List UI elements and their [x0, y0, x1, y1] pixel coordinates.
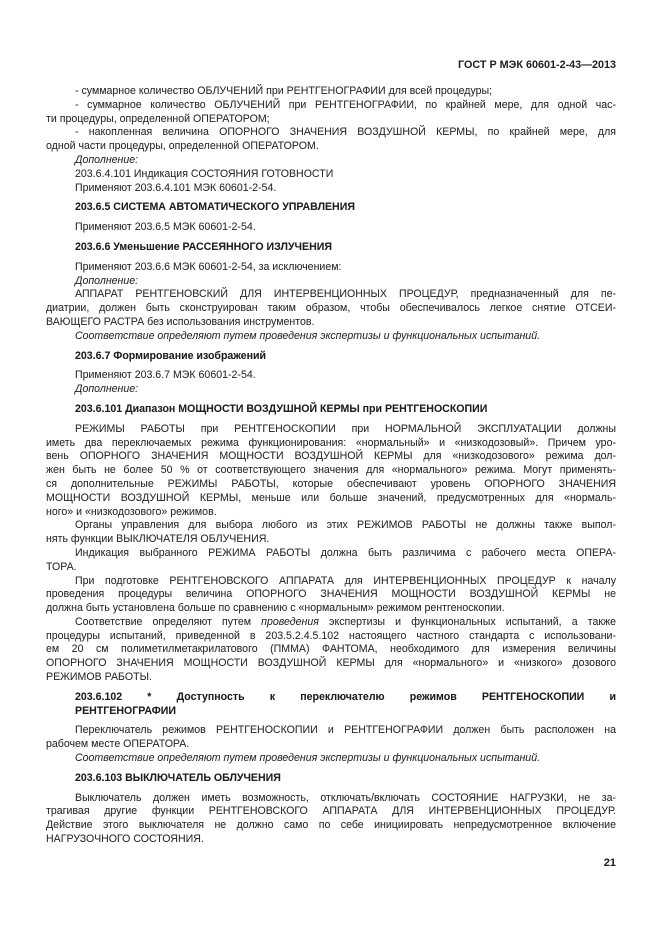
body-text-line: ТОРА.: [46, 560, 77, 573]
body-text-line: Применяют 203.6.4.101 МЭК 60601-2-54.: [75, 181, 277, 194]
body-text-line: РЕЖИМЫ РАБОТЫ при РЕНТГЕНОСКОПИИ при НОРМАЛЬНОЙ ЭКСПЛУАТАЦИИ должны: [75, 422, 616, 435]
clause-heading-line: 203.6.7 Формирование изображений: [75, 349, 267, 362]
body-text-line: ти процедуры, определенной ОПЕРАТОРОМ;: [46, 112, 270, 125]
body-text-line: Применяют 203.6.5 МЭК 60601-2-54.: [75, 221, 256, 234]
body-text-line: вень ОПОРНОГО ЗНАЧЕНИЯ МОЩНОСТИ ВОЗДУШНОЙ КЕРМЫ для «низкодозового» режима дол-: [46, 450, 616, 463]
body-text-line: иметь два переключаемых режима функционирования: «нормальный» и «низкодозовый». Причем уро-: [46, 436, 616, 449]
body-text-line: процедуры испытаний, приведенной в 203.5.2.4.5.102 настоящего частного стандарта с использовани-: [46, 629, 616, 642]
body-text-line: должна быть установлена больше по сравнению с «нормальным» режимом рентгеноскопии.: [46, 602, 505, 615]
body-text-line: При подготовке РЕНТГЕНОВСКОГО АППАРАТА для ИНТЕРВЕНЦИОННЫХ ПРОЦЕДУР к началу: [75, 574, 616, 587]
body-text-line: Выключатель должен иметь возможность, отключать/включать СОСТОЯНИЕ НАГРУЗКИ, не за-: [75, 791, 616, 804]
page-number: 21: [603, 856, 616, 869]
body-text-line: АППАРАТ РЕНТГЕНОВСКИЙ ДЛЯ ИНТЕРВЕНЦИОННЫХ ПРОЦЕДУР, предназначенный для пе-: [75, 288, 616, 301]
italic-note-line: Дополнение:: [75, 274, 139, 287]
body-text-line: диатрии, должен быть сконструирован таким образом, чтобы обеспечивалось легкое снятие ОТСЕИ-: [46, 302, 616, 315]
body-text-line: Применяют 203.6.7 МЭК 60601-2-54.: [75, 369, 256, 382]
text-span: Соответствие определяют путем: [75, 615, 262, 628]
clause-heading-line: 203.6.102 * Доступность к переключателю режимов РЕНТГЕНОСКОПИИ и: [75, 690, 616, 703]
clause-heading-line: 203.6.6 Уменьшение РАССЕЯННОГО ИЗЛУЧЕНИЯ: [75, 240, 332, 253]
body-text-line: НАГРУЗОЧНОГО СОСТОЯНИЯ.: [46, 833, 204, 846]
text-block: [46, 85, 616, 871]
body-text-line: Применяют 203.6.6 МЭК 60601-2-54, за исключением:: [75, 260, 342, 273]
body-text-line: - суммарное количество ОБЛУЧЕНИЙ при РЕНТГЕНОГРАФИИ, по крайней мере, для одной час-: [75, 98, 616, 111]
clause-heading-line: 203.6.5 СИСТЕМА АВТОМАТИЧЕСКОГО УПРАВЛЕНИЯ: [75, 201, 355, 214]
body-text-line: проведения процедуры величина ОПОРНОГО ЗНАЧЕНИЯ МОЩНОСТИ ВОЗДУШНОЙ КЕРМЫ не: [46, 588, 616, 601]
italic-note-line: Соответствие определяют путем проведения экспертизы и функциональных испытаний.: [75, 329, 541, 342]
body-text-line: Действие этого выключателя не должно само по себе инициировать непредусмотренное включение: [46, 819, 616, 832]
body-text-line: ОПОРНОГО ЗНАЧЕНИЯ МОЩНОСТИ ВОЗДУШНОЙ КЕРМЫ для «нормального» и «низкого» дозового: [46, 657, 616, 670]
italic-note-line: Дополнение:: [75, 153, 139, 166]
standard-designation: ГОСТ Р МЭК 60601-2-43—2013: [457, 59, 616, 71]
body-text-line: ного» и «низкодозового» режимов.: [46, 505, 217, 518]
clause-heading-line: РЕНТГЕНОГРАФИИ: [75, 704, 177, 717]
clause-heading-line: 203.6.103 ВЫКЛЮЧАТЕЛЬ ОБЛУЧЕНИЯ: [75, 771, 281, 784]
body-text-line: жен быть не более 50 % от соответствующего значения для «нормального» режима. Могут применять-: [46, 464, 616, 477]
body-text-line: Переключатель режимов РЕНТГЕНОСКОПИИ и РЕНТГЕНОГРАФИИ должен быть расположен на: [75, 724, 616, 737]
body-text-line: ся дополнительные РЕЖИМЫ РАБОТЫ, которые обеспечивают уровень ОПОРНОГО ЗНАЧЕНИЯ: [46, 477, 616, 490]
body-text-line: Органы управления для выбора любого из этих РЕЖИМОВ РАБОТЫ не должны также выпол-: [75, 519, 616, 532]
body-text-line: - суммарное количество ОБЛУЧЕНИЙ при РЕНТГЕНОГРАФИИ для всей процедуры;: [75, 85, 493, 97]
body-text-line: рабочем месте ОПЕРАТОРА.: [46, 738, 190, 751]
clause-heading-line: 203.6.101 Диапазон МОЩНОСТИ ВОЗДУШНОЙ КЕРМЫ при РЕНТГЕНОСКОПИИ: [75, 402, 488, 415]
body-text-line: - накопленная величина ОПОРНОГО ЗНАЧЕНИЯ ВОЗДУШНОЙ КЕРМЫ, по крайней мере, для: [75, 126, 616, 139]
lines-mount: [46, 85, 616, 847]
italic-note-line: Дополнение:: [75, 383, 139, 396]
body-text-line: РЕЖИМОВ РАБОТЫ.: [46, 671, 152, 684]
body-text-line: Индикация выбранного РЕЖИМА РАБОТЫ должна быть различима с рабочего места ОПЕРА-: [75, 546, 616, 559]
body-text-line: ем 20 см полиметилметакрилатового (ПММА) ФАНТОМА, необходимого для измерения величины: [46, 643, 616, 656]
body-text-line: [46, 616, 616, 630]
body-text-line: одной части процедуры, определенной ОПЕРАТОРОМ.: [46, 140, 319, 153]
body-text-line: МОЩНОСТИ ВОЗДУШНОЙ КЕРМЫ, меньше или больше значений, предусмотренных для «нормаль-: [46, 491, 616, 504]
text-span: проведения: [261, 615, 319, 628]
italic-note-line: Соответствие определяют путем проведения экспертизы и функциональных испытаний.: [75, 752, 541, 765]
body-text-line: нять функции ВЫКЛЮЧАТЕЛЯ ОБЛУЧЕНИЯ.: [46, 533, 270, 546]
body-text-line: ВАЮЩЕГО РАСТРА без использования инструментов.: [46, 315, 315, 328]
body-text-line: 203.6.4.101 Индикация СОСТОЯНИЯ ГОТОВНОСТИ: [75, 167, 334, 180]
body-text-line: трагивая другие функции РЕНТГЕНОВСКОГО АППАРАТА ДЛЯ ИНТЕРВЕНЦИОННЫХ ПРОЦЕДУР.: [46, 805, 616, 818]
text-span: экспертизы и функциональных испытаний, а также: [318, 615, 616, 628]
